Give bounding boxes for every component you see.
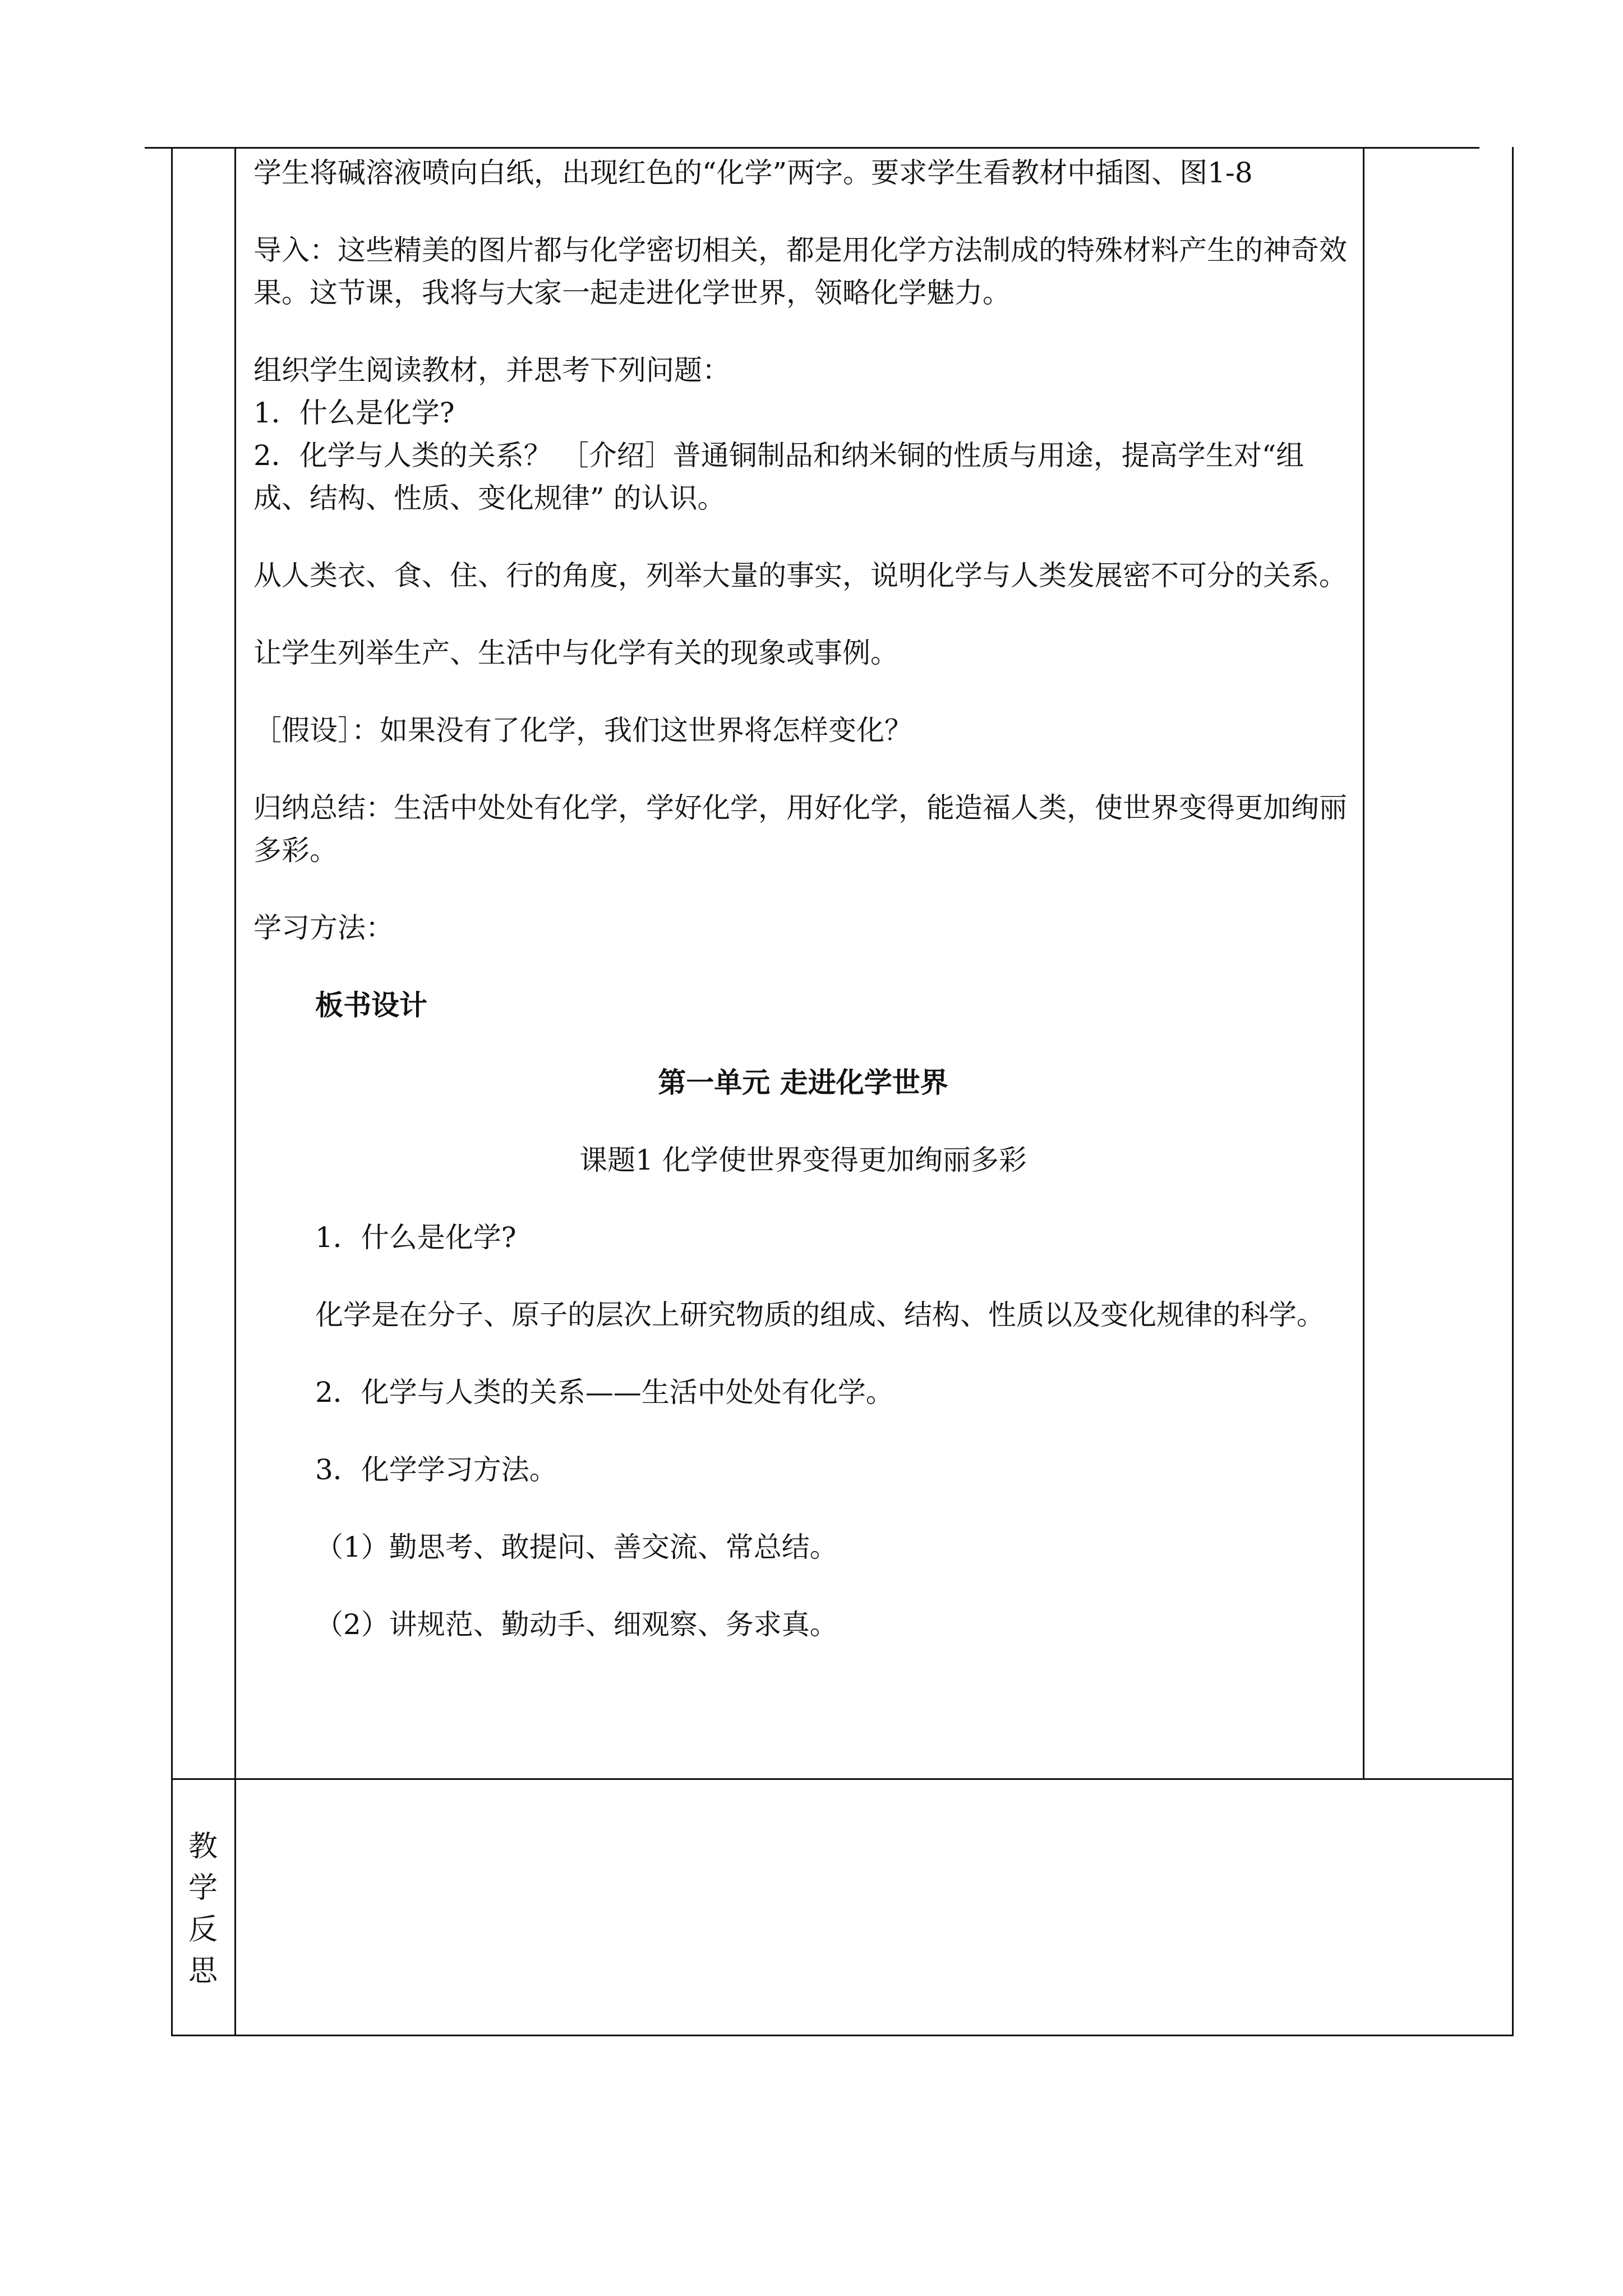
lesson-summary: 归纳总结：生活中处处有化学，学好化学，用好化学，能造福人类，使世界变得更加绚丽多彩。: [253, 792, 1347, 867]
board-item-3: 3．化学学习方法。: [315, 1453, 557, 1486]
table-row-divider: [171, 1778, 1514, 1780]
board-design-heading: 板书设计: [315, 988, 427, 1022]
board-item-2: 2．化学与人类的关系——生活中处处有化学。: [315, 1376, 894, 1409]
lesson-student-task: 让学生列举生产、生活中与化学有关的现象或事例。: [253, 637, 898, 669]
board-method-2: （2）讲规范、勤动手、细观察、务求真。: [315, 1608, 838, 1641]
lesson-demo-text: 学生将碱溶液喷向白纸，出现红色的“化学”两字。要求学生看教材中插图、图1-8: [253, 157, 1253, 189]
lesson-hypothesis: ［假设］：如果没有了化学，我们这世界将怎样变化？: [253, 714, 912, 747]
table-border-bottom: [171, 2035, 1514, 2036]
reflection-label-char: 教: [188, 1830, 218, 1864]
reflection-label: [172, 1826, 234, 1992]
board-item-1: 1．什么是化学?: [315, 1221, 517, 1254]
reflection-label-char: 反: [188, 1913, 218, 1947]
lesson-question-2: 2．化学与人类的关系？ ［介绍］普通铜制品和纳米铜的性质与用途，提高学生对“组成、结构、性质、变化规律” 的认识。: [253, 439, 1304, 514]
table-border-inner-left: [234, 147, 236, 2036]
table-border-left: [171, 147, 173, 2036]
lesson-reading-task: 组织学生阅读教材，并思考下列问题：: [253, 354, 730, 386]
board-item-1-answer: 化学是在分子、原子的层次上研究物质的组成、结构、性质以及变化规律的科学。: [315, 1299, 1325, 1331]
lesson-methods-label: 学习方法：: [253, 912, 394, 944]
board-method-1: （1）勤思考、敢提问、善交流、常总结。: [315, 1531, 838, 1563]
table-border-inner-right: [1363, 147, 1364, 1779]
lesson-question-1: 1．什么是化学?: [253, 397, 455, 429]
lesson-examples-text: 从人类衣、食、住、行的角度，列举大量的事实，说明化学与人类发展密不可分的关系。: [253, 559, 1347, 592]
board-topic-title: 课题1 化学使世界变得更加绚丽多彩: [579, 1144, 1027, 1176]
page-header-rule: [145, 147, 1479, 149]
lesson-content: [253, 151, 1353, 1646]
board-unit-title: 第一单元 走进化学世界: [658, 1066, 948, 1099]
table-border-right: [1512, 147, 1514, 2036]
lesson-intro-text: 导入：这些精美的图片都与化学密切相关，都是用化学方法制成的特殊材料产生的神奇效果。这节课，我将与大家一起走进化学世界，领略化学魅力。: [253, 234, 1347, 309]
reflection-label-char: 思: [188, 1954, 218, 1988]
reflection-label-char: 学: [188, 1871, 218, 1905]
